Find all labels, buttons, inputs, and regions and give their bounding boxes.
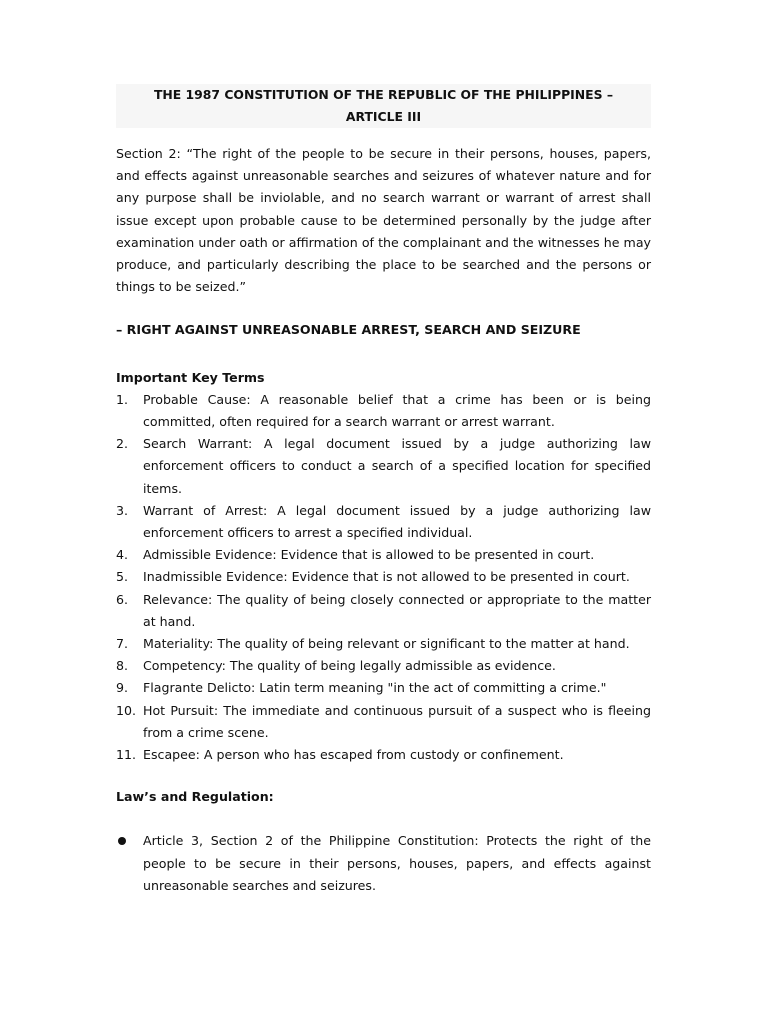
list-item-text: Escapee: A person who has escaped from custody or confinement.	[143, 747, 564, 763]
list-item-text: Materiality: The quality of being relevant or significant to the matter at hand.	[143, 636, 630, 652]
list-number: 1.	[116, 391, 129, 407]
list-item-text: Relevance: The quality of being closely connected or appropriate to the matter at hand.	[143, 591, 651, 629]
list-item	[116, 700, 651, 744]
list-number: 8.	[116, 658, 129, 674]
list-item	[116, 566, 651, 588]
list-item-text: Warrant of Arrest: A legal document issued by a judge authorizing law enforcement officers to arrest a specified individual.	[143, 502, 651, 541]
list-item-text: Inadmissible Evidence: Evidence that is not allowed to be presented in court.	[143, 569, 630, 585]
document-title	[116, 84, 651, 128]
key-terms-heading: Important Key Terms	[116, 369, 265, 385]
list-item	[116, 677, 651, 699]
laws-heading: Law’s and Regulation:	[116, 789, 274, 805]
list-item-text: Probable Cause: A reasonable belief that a crime has been or is being committed, often required for a search warrant or arrest warrant.	[143, 391, 651, 430]
list-item-text: Admissible Evidence: Evidence that is allowed to be presented in court.	[143, 547, 595, 563]
title-line-1: THE 1987 CONSTITUTION OF THE REPUBLIC OF THE PHILIPPINES –	[153, 87, 614, 102]
section-heading: – RIGHT AGAINST UNREASONABLE ARREST, SEARCH AND SEIZURE	[116, 322, 581, 338]
list-item-text: Flagrante Delicto: Latin term meaning "in the act of committing a crime."	[143, 680, 607, 696]
list-item-text: Article 3, Section 2 of the Philippine Constitution: Protects the right of the people to be secure in their persons, houses, papers, and effects against unreasonable searches and seizures.	[143, 833, 651, 893]
list-number: 7.	[116, 636, 129, 652]
list-number: 4.	[116, 547, 129, 563]
list-number: 3.	[116, 502, 129, 518]
list-number: 9.	[116, 680, 129, 696]
list-number: 11.	[116, 747, 137, 763]
list-item	[116, 433, 651, 500]
laws-list	[116, 830, 651, 897]
key-terms-list	[116, 389, 651, 766]
list-number: 6.	[116, 591, 129, 607]
list-item	[116, 500, 651, 544]
list-item-text: Search Warrant: A legal document issued by a judge authorizing law enforcement officers to conduct a search of a specified location for specified items.	[143, 436, 651, 496]
list-number: 10.	[116, 702, 137, 718]
list-item	[116, 544, 651, 566]
bullet-icon	[118, 837, 126, 845]
list-item-text: Hot Pursuit: The immediate and continuous pursuit of a suspect who is fleeing from a crime scene.	[143, 702, 651, 740]
section-2-paragraph: Section 2: “The right of the people to be secure in their persons, houses, papers, and effects against unreasonable searches and seizures of whatever nature and for any purpose shall be inviolable, and no search warrant or warrant of arrest shall issue except upon probable cause to be determined personally by the judge after examination under oath or affirmation of the complainant and the witnesses he may produce, and particularly describing the place to be searched and the persons or things to be seized.”	[116, 146, 651, 295]
list-number: 5.	[116, 569, 129, 585]
list-item	[116, 633, 651, 655]
list-item-text: Competency: The quality of being legally admissible as evidence.	[143, 658, 556, 674]
list-number: 2.	[116, 436, 129, 452]
list-item	[116, 389, 651, 433]
list-item	[116, 744, 651, 766]
list-item	[116, 655, 651, 677]
title-line-2: ARTICLE III	[345, 109, 422, 124]
document-content	[116, 84, 651, 897]
list-item	[116, 589, 651, 633]
list-item	[116, 830, 651, 897]
